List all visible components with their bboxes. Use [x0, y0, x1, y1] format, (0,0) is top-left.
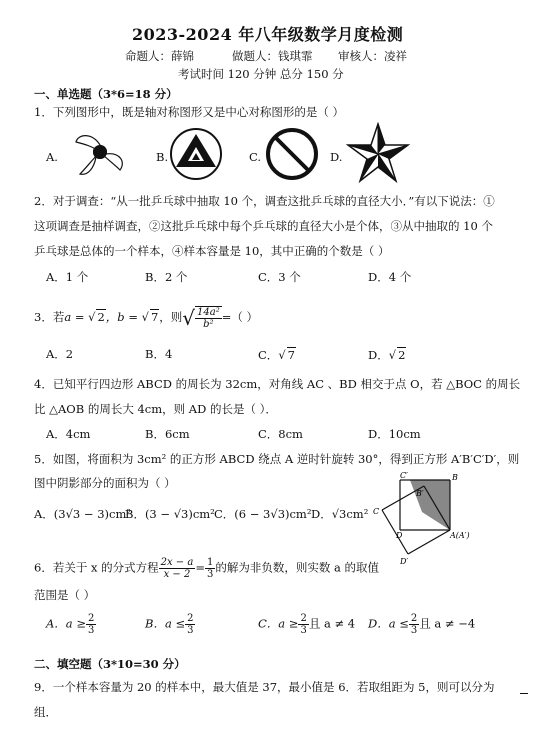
prohibition-sign-figure [264, 126, 320, 182]
q6-option-d-label: D．a ≤ [368, 616, 409, 631]
fraction-denominator: 3 [410, 625, 418, 636]
label-b: B [452, 473, 458, 482]
label-d-prime: D′ [400, 557, 409, 566]
fraction-numerator: 2 [300, 613, 307, 624]
q2-line3: 乒乓球是总体的一个样本，④样本容量是 10，其中正确的个数是（ ） [34, 244, 390, 258]
q4-option-a: A．4cm [46, 427, 91, 441]
q6-option-a-label: A．a ≥ [46, 616, 86, 631]
q3-suffix: =（ ） [221, 310, 259, 324]
reviewer: 审核人：凌祥 [338, 49, 407, 63]
q4-option-b: B．6cm [145, 427, 190, 441]
q3-option-d [368, 347, 406, 362]
q9-line1: 9．一个样本容量为 20 的样本中，最大值是 37，最小值是 6．若取组距为 5，则可以分为 [34, 680, 495, 694]
q6-option-c [258, 613, 355, 636]
q2-option-c: C．3 个 [258, 270, 301, 284]
q5-option-c: C．(6 − 3√3)cm² [214, 507, 312, 521]
q6-option-c-label: C．a ≥ [258, 616, 299, 631]
q9-answer-blank[interactable] [520, 693, 528, 694]
q3-option-c-label: C． [258, 348, 279, 362]
q5-line1: 5．如图，将面积为 3cm² 的正方形 ABCD 绕点 A 逆时针旋转 30°，得到正方形 A′B′C′D′，则 [34, 452, 520, 466]
q6-f1-denominator: x − 2 [163, 569, 191, 580]
q3-then: ，则 [159, 310, 183, 324]
q1-option-b: B. [156, 150, 169, 164]
q3-expr-denominator: b² [203, 319, 214, 330]
q6-line2: 范围是（ ） [34, 588, 96, 602]
q3-option-b: B．4 [145, 347, 173, 361]
q4-line2: 比 △AOB 的周长大 4cm，则 AD 的长是（ ）． [34, 402, 277, 416]
q5-option-b: B．(3 − √3)cm² [125, 507, 215, 521]
q2-option-a: A．1 个 [46, 270, 89, 284]
q3-option-c [258, 347, 296, 362]
root-sign: √ [278, 348, 286, 362]
label-b-prime: B′ [416, 489, 424, 498]
q9-line2: 组． [34, 705, 57, 719]
q6-option-d [368, 613, 475, 636]
star-figure [346, 122, 410, 184]
q6-prefix: 6．若关于 x 的分式方程 [34, 560, 159, 575]
q4-line1: 4．已知平行四边形 ABCD 的周长为 32cm，对角线 AC 、BD 相交于点 O，若 △BOC 的周长 [34, 377, 521, 391]
q3-a-eq: a = [64, 310, 89, 324]
triforce-circle-figure [168, 126, 224, 182]
rotated-square-figure [370, 468, 480, 572]
fraction-numerator: 2 [87, 613, 95, 624]
section-title-single-choice: 一、单选题（3*6=18 分） [34, 87, 178, 101]
q6-option-c-fraction [298, 613, 308, 636]
q3-a-value: 2 [97, 310, 105, 324]
fraction-denominator: 3 [300, 625, 307, 636]
q3-b-value: 7 [150, 310, 159, 324]
q6-option-a-fraction [86, 613, 96, 636]
q3-a-root-sign: √ [88, 310, 96, 324]
fraction-denominator: 3 [187, 625, 194, 636]
q3-b-root-sign: √ [141, 310, 149, 324]
q3-b-eq: ，b = [105, 310, 142, 324]
q6-option-c-tail: 且 a ≠ 4 [308, 616, 356, 631]
q6-stem [34, 557, 379, 580]
q1-option-a: A. [46, 150, 58, 164]
q6-f1-numerator: 2x − a [160, 557, 194, 568]
q2-option-b: B．2 个 [145, 270, 188, 284]
q5-option-a: A．(3√3 − 3)cm² [34, 507, 131, 521]
label-c: C [373, 507, 380, 516]
solver: 做题人：钱琪霏 [232, 49, 313, 63]
q6-option-b-label: B．a ≤ [145, 616, 186, 631]
q6-option-a [46, 613, 96, 636]
label-a: A(A′) [450, 531, 470, 540]
q6-fraction-left [159, 557, 196, 580]
q3-expression [195, 306, 222, 330]
q6-option-d-tail: 且 a ≠ −4 [419, 616, 476, 631]
q6-fraction-right [205, 557, 215, 580]
fraction-numerator: 2 [410, 613, 418, 624]
q2-line1: 2．对于调查：“从一批乒乓球中抽取 10 个，调查这批乒乓球的直径大小．”有以下说法：① [34, 194, 495, 208]
proposer: 命题人：薛锦 [125, 49, 194, 63]
page-title: 2023-2024 年八年级数学月度检测 [132, 25, 404, 44]
fraction-denominator: 3 [87, 625, 95, 636]
q6-f2-numerator: 1 [206, 557, 214, 568]
q1-option-d: D. [330, 150, 343, 164]
q3-prefix: 3．若 [34, 310, 65, 324]
q2-option-d: D．4 个 [368, 270, 412, 284]
root-sign: √ [388, 348, 397, 362]
q3-stem [34, 306, 258, 330]
q6-option-d-fraction [409, 613, 419, 636]
exam-info: 考试时间 120 分钟 总分 150 分 [178, 67, 344, 81]
q3-option-d-root: 2 [398, 348, 406, 362]
q4-option-d: D．10cm [368, 427, 421, 441]
q1-option-c: C. [249, 150, 262, 164]
q6-option-b [145, 613, 195, 636]
q3-expr-numerator: 14a² [197, 307, 220, 318]
q3-option-a: A．2 [46, 347, 74, 361]
q3-option-c-root: 7 [287, 348, 295, 362]
q3-big-root-sign: √ [182, 306, 196, 330]
section-title-fill-in: 二、填空题（3*10=30 分） [34, 657, 186, 671]
q3-option-d-label: D． [368, 348, 389, 362]
pinwheel-figure [72, 124, 128, 180]
q6-option-b-fraction [185, 613, 195, 636]
fraction-numerator: 2 [187, 613, 194, 624]
q2-line2: 这项调查是抽样调查，②这批乒乓球中每个乒乓球的直径大小是个体，③从中抽取的 10 个 [34, 219, 493, 233]
q5-option-d: D．√3cm² [311, 507, 369, 521]
q1-stem: 1．下列图形中，既是轴对称图形又是中心对称图形的是（ ） [34, 105, 344, 119]
q6-equals: = [195, 560, 205, 575]
q5-line2: 图中阴影部分的面积为（ ） [34, 476, 176, 490]
q6-f2-denominator: 3 [206, 569, 214, 580]
label-c-prime: C′ [400, 471, 408, 480]
q4-option-c: C．8cm [258, 427, 303, 441]
label-d: D [396, 531, 403, 540]
q6-suffix: 的解为非负数，则实数 a 的取值 [215, 560, 380, 575]
